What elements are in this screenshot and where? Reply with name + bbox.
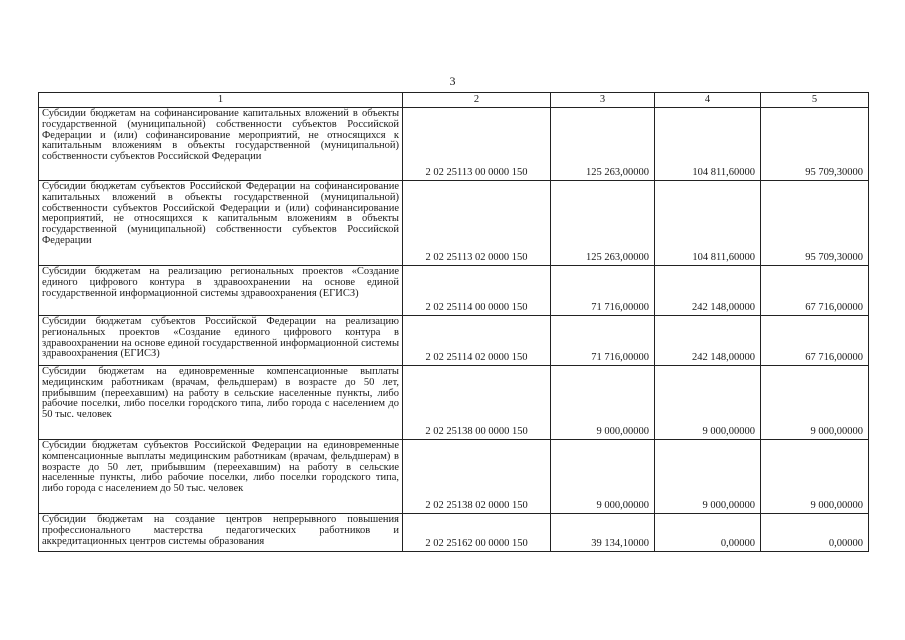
row-value-1: 125 263,00000 xyxy=(551,108,655,181)
column-header: 2 xyxy=(403,93,551,108)
row-value-3: 9 000,00000 xyxy=(761,366,869,440)
row-description: Субсидии бюджетам на софинансирование капитальных вложений в объекты государственной (муниципальной) собственности субъектов Российской Федерации и (или) софинансирование мероприятий, не относящихся к капитальным вложениям в объекты государственной (муниципальной) собственности субъектов Российской Федерации xyxy=(39,108,403,181)
row-description: Субсидии бюджетам субъектов Российской Федерации на софинансирование капитальных вложений в объекты государственной (муниципальной) собственности субъектов Российской Федерации и (или) софинансирование мероприятий, не относящихся к капитальным вложениям в объекты государственной (муниципальной) собственности субъектов Российской Федерации xyxy=(39,181,403,266)
row-value-3: 0,00000 xyxy=(761,514,869,552)
table-row xyxy=(39,440,869,514)
row-code: 2 02 25113 02 0000 150 xyxy=(403,181,551,266)
table-row xyxy=(39,514,869,552)
row-code: 2 02 25162 00 0000 150 xyxy=(403,514,551,552)
table-header-row xyxy=(39,93,869,108)
row-value-2: 104 811,60000 xyxy=(655,181,761,266)
row-value-1: 125 263,00000 xyxy=(551,181,655,266)
column-header: 5 xyxy=(761,93,869,108)
row-value-2: 0,00000 xyxy=(655,514,761,552)
row-description: Субсидии бюджетам на создание центров непрерывного повышения профессионального мастерства педагогических работников и аккредитационных центров системы образования xyxy=(39,514,403,552)
table-row xyxy=(39,266,869,316)
row-value-2: 9 000,00000 xyxy=(655,366,761,440)
column-header: 1 xyxy=(39,93,403,108)
table-row xyxy=(39,181,869,266)
row-code: 2 02 25114 00 0000 150 xyxy=(403,266,551,316)
row-value-3: 95 709,30000 xyxy=(761,108,869,181)
row-code: 2 02 25138 00 0000 150 xyxy=(403,366,551,440)
row-description: Субсидии бюджетам на реализацию региональных проектов «Создание единого цифрового контура в здравоохранении на основе единой государственной информационной системы здравоохранения (ЕГИСЗ) xyxy=(39,266,403,316)
column-header: 4 xyxy=(655,93,761,108)
table-row xyxy=(39,108,869,181)
column-header: 3 xyxy=(551,93,655,108)
row-code: 2 02 25138 02 0000 150 xyxy=(403,440,551,514)
row-value-1: 9 000,00000 xyxy=(551,440,655,514)
row-value-2: 9 000,00000 xyxy=(655,440,761,514)
row-value-3: 95 709,30000 xyxy=(761,181,869,266)
row-value-2: 242 148,00000 xyxy=(655,266,761,316)
row-code: 2 02 25114 02 0000 150 xyxy=(403,316,551,366)
table-row xyxy=(39,366,869,440)
row-value-1: 71 716,00000 xyxy=(551,316,655,366)
row-value-1: 71 716,00000 xyxy=(551,266,655,316)
row-code: 2 02 25113 00 0000 150 xyxy=(403,108,551,181)
row-description: Субсидии бюджетам субъектов Российской Федерации на реализацию региональных проектов «Создание единого цифрового контура в здравоохранении на основе единой государственной информационной системы здравоохранения (ЕГИСЗ) xyxy=(39,316,403,366)
row-value-2: 242 148,00000 xyxy=(655,316,761,366)
page-number: 3 xyxy=(449,74,456,88)
row-value-3: 67 716,00000 xyxy=(761,266,869,316)
row-value-1: 39 134,10000 xyxy=(551,514,655,552)
row-value-3: 9 000,00000 xyxy=(761,440,869,514)
row-value-3: 67 716,00000 xyxy=(761,316,869,366)
row-description: Субсидии бюджетам на единовременные компенсационные выплаты медицинским работникам (врачам, фельдшерам) в возрасте до 50 лет, прибывшим (переехавшим) на работу в сельские населенные пункты, либо рабочие поселки, либо поселки городского типа, либо города с населением до 50 тыс. человек xyxy=(39,366,403,440)
budget-table xyxy=(38,92,869,552)
row-description: Субсидии бюджетам субъектов Российской Федерации на единовременные компенсационные выплаты медицинским работникам (врачам, фельдшерам) в возрасте до 50 лет, прибывшим (переехавшим) на работу в сельские населенные пункты, либо рабочие поселки, либо поселки городского типа, либо города с населением до 50 тыс. человек xyxy=(39,440,403,514)
row-value-1: 9 000,00000 xyxy=(551,366,655,440)
row-value-2: 104 811,60000 xyxy=(655,108,761,181)
table-row xyxy=(39,316,869,366)
